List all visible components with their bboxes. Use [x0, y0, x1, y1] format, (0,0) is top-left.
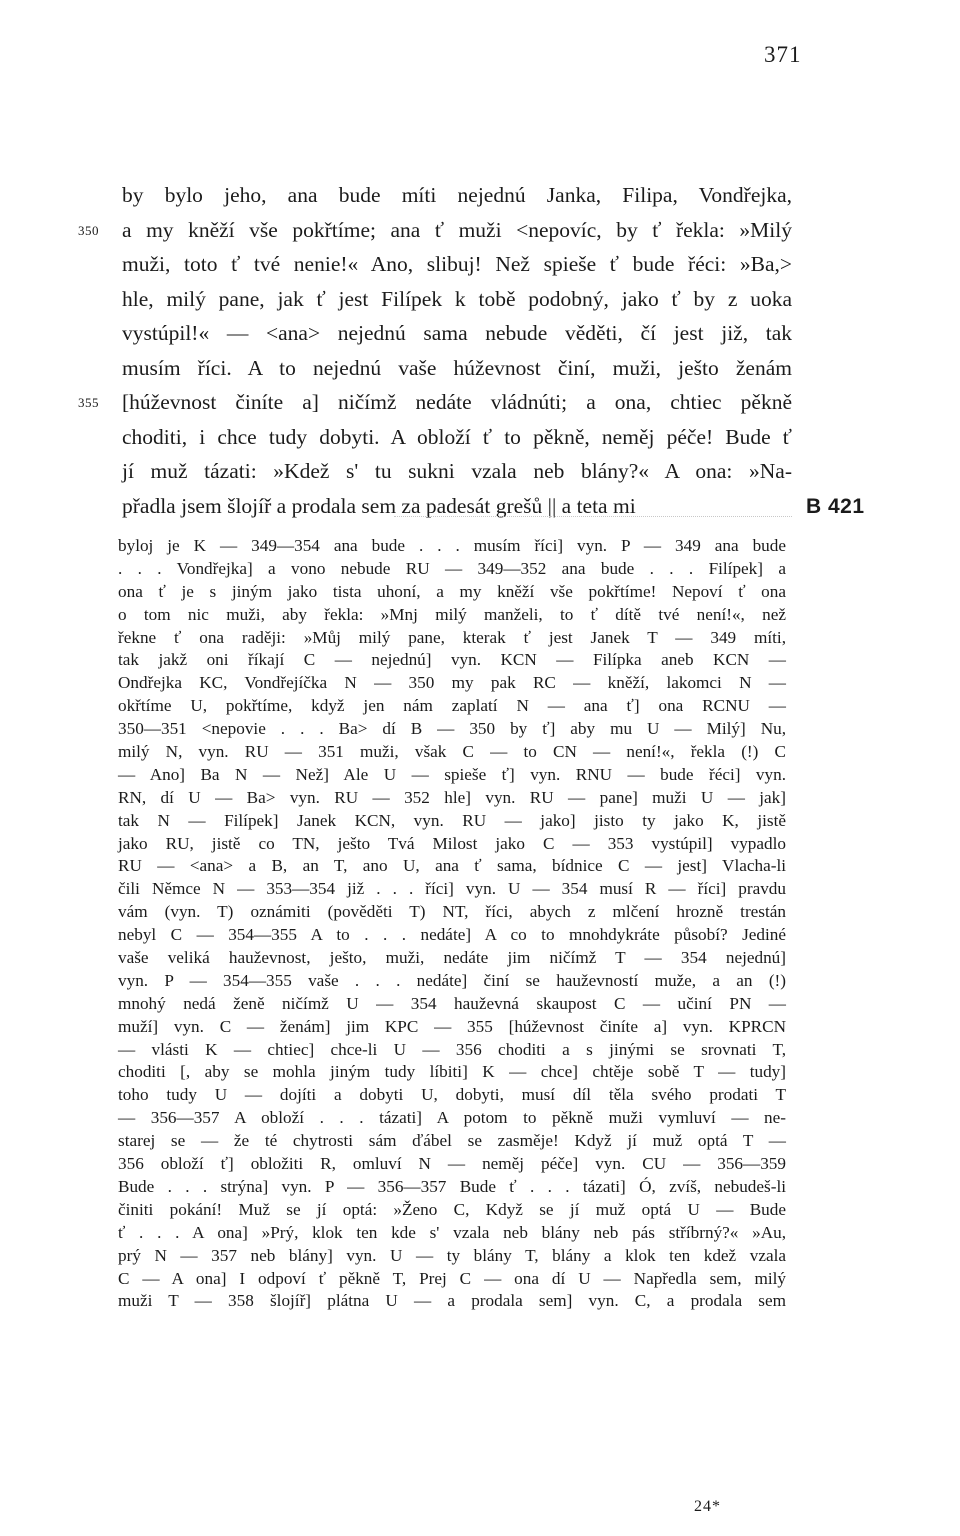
main-text-line [122, 247, 792, 282]
page-number: 371 [764, 42, 802, 67]
apparatus-line: nebyl C — 354—355 A to . . . nedáte] A co to mnohdykráte působí? Jediné [118, 925, 786, 945]
apparatus-line: jako RU, jistě co TN, ješto Tvá Milost jako C — 353 vystúpil] vypadlo [118, 833, 786, 853]
apparatus-line: toho tudy U — dojíti a dobyti U, dobyti, musí díl těla svého prodati T [118, 1085, 786, 1105]
footer-signature: 24* [694, 1498, 721, 1515]
apparatus-line: řekne ť ona raději: »Můj milý pane, kterak ť jest Janek T — 349 míti, [118, 627, 786, 647]
line-text: [húževnost činíte a] ničímž nedáte vládnúti; a ona, chtiec pěkně [122, 390, 792, 414]
line-text: jí muž tázati: »Kdež s' tu sukni vzala neb blány?« A ona: »Na- [122, 459, 792, 483]
main-text [78, 178, 865, 523]
main-text-line [122, 489, 865, 524]
main-text-line [122, 282, 792, 317]
apparatus-line: okřtíme U, pokřtíme, když jen nám zaplatí N — ana ť] ona RCNU — [118, 696, 786, 716]
apparatus-line: vyn. P — 354—355 vaše . . . nedáte] činí se hauževností muže, a an (!) [118, 970, 786, 990]
apparatus-line: tak N — Filípek] Janek KCN, vyn. RU — jako] jisto ty jako K, jistě [118, 810, 786, 830]
apparatus-line: čili Němce N — 353—354 již . . . říci] vyn. U — 354 musí R — říci] pravdu [118, 879, 786, 899]
apparatus-line: ona ť je s jiným jako tista uhoní, a my kněží vše pokřtíme! Nepoví ť ona [118, 581, 786, 601]
apparatus-line: muži T — 358 šlojíř] plátna U — a prodala sem] vyn. C, a prodala sem [118, 1291, 786, 1311]
main-text-line [78, 213, 792, 248]
apparatus-line: — Ano] Ba N — Než] Ale U — spieše ť] vyn. RNU — bude řéci] vyn. [118, 764, 786, 784]
apparatus-line: mnohý nedá ženě ničímž U — 354 hauževná skaupost C — učiní PN — [118, 993, 786, 1013]
main-text-line [122, 178, 792, 213]
margin-signature: B 421 [806, 494, 865, 518]
apparatus-line: C — A ona] I odpoví ť pěkně T, Prej C — ona dí U — Napředla sem, milý [118, 1268, 786, 1288]
apparatus-line: o tom nic muži, aby řekla: »Mnj milý manželi, to ť dítě tvé není!«, než [118, 604, 786, 624]
main-text-line [122, 420, 792, 455]
apparatus-line: . . . Vondřejka] a vono nebude RU — 349—352 ana bude . . . Filípek] a [118, 558, 786, 578]
apparatus-line: milý N, vyn. RU — 351 muži, však C — to CN — není!«, řekla (!) C [118, 742, 786, 762]
apparatus-line: choditi [, aby se mohla jiným tudy líbiti] K — chce] chtěje sobě T — tudy] [118, 1062, 786, 1082]
main-text-line [122, 316, 792, 351]
apparatus-line: prý N — 357 neb blány] vyn. U — ty blány T, blány a klok ten kdež vzala [118, 1245, 786, 1265]
line-text: musím říci. A to nejednú vaše húževnost činí, muži, ješto ženám [122, 355, 792, 380]
apparatus-line: 356 obloží ť] obložiti R, omluví N — neměj péče] vyn. CU — 356—359 [118, 1154, 786, 1174]
line-marker: 355 [78, 395, 99, 410]
apparatus-line: 350—351 <nepovie . . . Ba> dí B — 350 by ť] aby mu U — Milý] Nu, [118, 719, 786, 739]
line-text: hle, milý pane, jak ť jest Filípek k tobě podobný, jako ť by z uoka [122, 286, 792, 311]
apparatus-line: muží] vyn. C — ženám] jim KPC — 355 [húževnost činíte a] vyn. KPRCN [118, 1016, 786, 1036]
line-text: by bylo jeho, ana bude míti nejednú Janka, Filipa, Vondřejka, [122, 183, 792, 207]
apparatus-line: byloj je K — 349—354 ana bude . . . musím říci] vyn. P — 349 ana bude [118, 536, 786, 555]
main-text-line [122, 454, 792, 489]
line-text: a my kněží vše pokřtíme; ana ť muži <nepovíc, by ť řekla: »Milý [122, 217, 792, 242]
main-text-line [78, 385, 792, 420]
apparatus-line: ť . . . A ona] »Prý, klok ten kde s' vzala neb blány neb pás stříbrný?« »Au, [118, 1222, 786, 1242]
section-divider [394, 516, 792, 517]
main-text-line [122, 351, 792, 386]
apparatus-line: — vlásti K — chtiec] chce-li U — 356 choditi a s jinými se srovnati T, [118, 1039, 786, 1059]
apparatus-line: činiti pokání! Muž se jí optá: »Ženo C, Když se jí muž optá U — Bude [118, 1199, 786, 1219]
line-text: muži, toto ť tvé nenie!« Ano, slibuj! Než spieše ť bude řéci: »Ba,> [122, 252, 792, 276]
apparatus-line: RU — <ana> a B, an T, ano U, ana ť sama, bídnice C — jest] Vlacha-li [118, 856, 786, 876]
apparatus-line: starej se — že té chytrosti sám ďábel se zasměje! Když jí muž optá T — [118, 1131, 786, 1151]
apparatus-line: vám (vyn. T) oznámiti (pověděti T) NT, říci, abych z mlčení hrozně trestán [118, 902, 786, 922]
line-text: přadla jsem šlojíř a prodala sem za padesát grešů || a teta mi [122, 493, 636, 518]
apparatus-line: vaše veliká hauževnost, ješto, muži, nedáte jim ničímž T — 354 nejednú] [118, 948, 786, 968]
apparatus-line: — 356—357 A obloží . . . tázati] A potom to pěkně muži vymluví — ne- [118, 1108, 786, 1128]
line-marker: 350 [78, 222, 99, 238]
line-text: choditi, i chce tudy dobyti. A obloží ť to pěkně, neměj péče! Bude ť [122, 424, 792, 449]
apparatus-line: RN, dí U — Ba> vyn. RU — 352 hle] vyn. RU — pane] muži U — jak] [118, 787, 786, 807]
apparatus-line: Ondřejka KC, Vondřejíčka N — 350 my pak RC — kněží, lakomci N — [118, 673, 786, 693]
critical-apparatus [118, 535, 786, 1313]
apparatus-line: Bude . . . strýna] vyn. P — 356—357 Bude ť . . . tázati] Ó, zvíš, nebudeš-li [118, 1176, 786, 1196]
apparatus-line: tak jakž oni říkají C — nejednú] vyn. KCN — Filípka aneb KCN — [118, 650, 786, 670]
line-text: vystúpil!« — <ana> nejednú sama nebude věděti, čí jest již, tak [122, 321, 792, 345]
